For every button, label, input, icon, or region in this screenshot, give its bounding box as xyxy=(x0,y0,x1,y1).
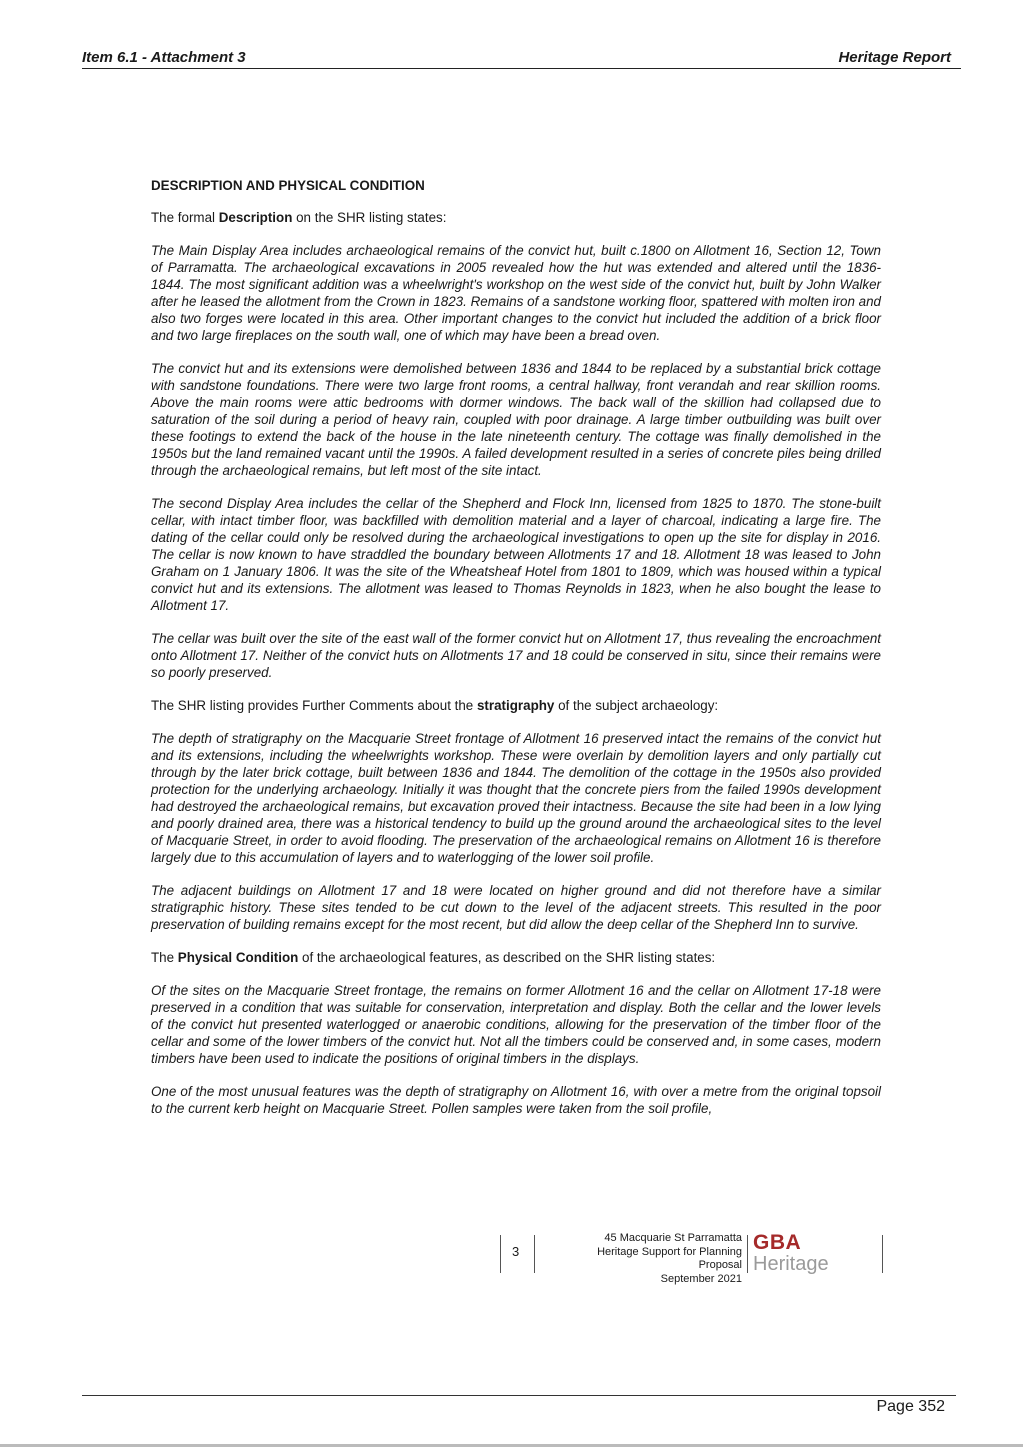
footer-divider xyxy=(882,1235,883,1273)
report-footer xyxy=(500,1232,885,1292)
logo-gba-text: GBA xyxy=(753,1231,802,1254)
intro-stratigraphy: The SHR listing provides Further Comments about the stratigraphy of the subject archaeology: xyxy=(151,698,719,713)
page-header xyxy=(82,48,961,69)
logo-heritage-text: Heritage xyxy=(753,1253,829,1275)
footer-divider xyxy=(747,1235,748,1273)
document-body xyxy=(151,177,881,1133)
intro-physical-condition: The Physical Condition of the archaeological features, as described on the SHR listing states: xyxy=(151,950,716,965)
quote-paragraph: The second Display Area includes the cellar of the Shepherd and Flock Inn, licensed from 1825 to 1870. The stone-built cellar, with intact timber floor, was backfilled with demolition material and a layer of charcoal, indicating a large fire. The dating of the cellar could only be resolved during the archaeological investigations to open up the site for display in 2016. The cellar is now known to have straddled the boundary between Allotments 17 and 18. Allotment 18 was leased to John Graham on 1 January 1806. It was the site of the Wheatsheaf Hotel from 1801 to 1809, which was housed within a typical convict hut and its extensions. The allotment was leased to Thomas Reynolds in 1823, when he also bought the lease to Allotment 17. xyxy=(151,496,881,613)
quote-paragraph: The depth of stratigraphy on the Macquarie Street frontage of Allotment 16 preserved intact the remains of the convict hut and its extensions, including the wheelwrights workshop. These were overlain by demolition layers and only partially cut through by the later brick cottage, built between 1836 and 1844. The demolition of the cottage in the 1950s also provided protection for the underlying archaeology. Initially it was thought that the concrete piers from the failed 1990s development had destroyed the archaeological remains, but excavation proved their intactness. Because the site had been in a low lying and poorly drained area, there was a historical tendency to build up the ground around the archaeological sites to the level of Macquarie Street, in order to avoid flooding. The preservation of the archaeological remains on Allotment 16 is therefore largely due to this accumulation of layers and to waterlogging of the lower soil profile. xyxy=(151,731,881,865)
gba-heritage-logo xyxy=(753,1232,829,1274)
report-address: 45 Macquarie St Parramatta Heritage Support for Planning Proposal September 2021 xyxy=(597,1232,742,1285)
quote-paragraph: The convict hut and its extensions were demolished between 1836 and 1844 to be replaced by a substantial brick cottage with sandstone foundations. There were two large front rooms, a central hallway, front verandah and rear skillion rooms. Above the main rooms were attic bedrooms with dormer windows. The back wall of the skillion had collapsed due to saturation of the soil during a period of heavy rain, coupled with poor drainage. A large timber outbuilding was built over these footings to extend the back of the house in the late nineteenth century. The cottage was finally demolished in the 1950s but the land remained vacant until the 1990s. A failed development resulted in a series of concrete piles being drilled through the archaeological remains, but left most of the site intact. xyxy=(151,361,881,478)
section-heading: DESCRIPTION AND PHYSICAL CONDITION xyxy=(151,178,425,193)
page-bottom-rule xyxy=(82,1395,956,1396)
quote-paragraph: The cellar was built over the site of the east wall of the former convict hut on Allotment 17, thus revealing the encroachment onto Allotment 17. Neither of the convict huts on Allotments 17 and 18 could be conserved in situ, since their remains were so poorly preserved. xyxy=(151,631,881,680)
quote-paragraph: The adjacent buildings on Allotment 17 and 18 were located on higher ground and did not therefore have a similar stratigraphic history. These sites tended to be cut down to the level of the adjacent streets. This resulted in the poor preservation of building remains except for the most recent, but did allow the deep cellar of the Shepherd Inn to survive. xyxy=(151,883,881,932)
quote-paragraph: One of the most unusual features was the depth of stratigraphy on Allotment 16, with over a metre from the original topsoil to the current kerb height on Macquarie Street. Pollen samples were taken from the soil profile, xyxy=(151,1084,881,1116)
footer-divider xyxy=(500,1235,501,1273)
footer-divider xyxy=(534,1235,535,1273)
intro-description: The formal Description on the SHR listing states: xyxy=(151,210,447,225)
page-number-label: Page 352 xyxy=(876,1398,945,1415)
header-report-title: Heritage Report xyxy=(838,49,951,66)
quote-paragraph: Of the sites on the Macquarie Street frontage, the remains on former Allotment 16 and the cellar on Allotment 17-18 were preserved in a condition that was suitable for conservation, interpretation and display. Both the cellar and the lower levels of the convict hut presented waterlogged or anaerobic conditions, allowing for the preservation of the timber floor of the cellar and some of the lower timbers of the convict hut. Not all the timbers could be conserved and, in some cases, modern timbers have been used to indicate the positions of original timbers in the displays. xyxy=(151,983,881,1066)
header-attachment-label: Item 6.1 - Attachment 3 xyxy=(82,49,246,66)
quote-paragraph: The Main Display Area includes archaeological remains of the convict hut, built c.1800 on Allotment 16, Section 12, Town of Parramatta. The archaeological excavations in 2005 revealed how the hut was extended and altered until the 1836-1844. The most significant addition was a wheelwright's workshop on the west side of the convict hut, built by John Walker after he leased the allotment from the Crown in 1823. Remains of a sandstone working floor, spattered with molten iron and also two forges were located in this area. Other important changes to the convict hut included the addition of a brick floor and two large fireplaces on the south wall, one of which may have been a bread oven. xyxy=(151,243,881,343)
report-page-number: 3 xyxy=(512,1244,520,1259)
